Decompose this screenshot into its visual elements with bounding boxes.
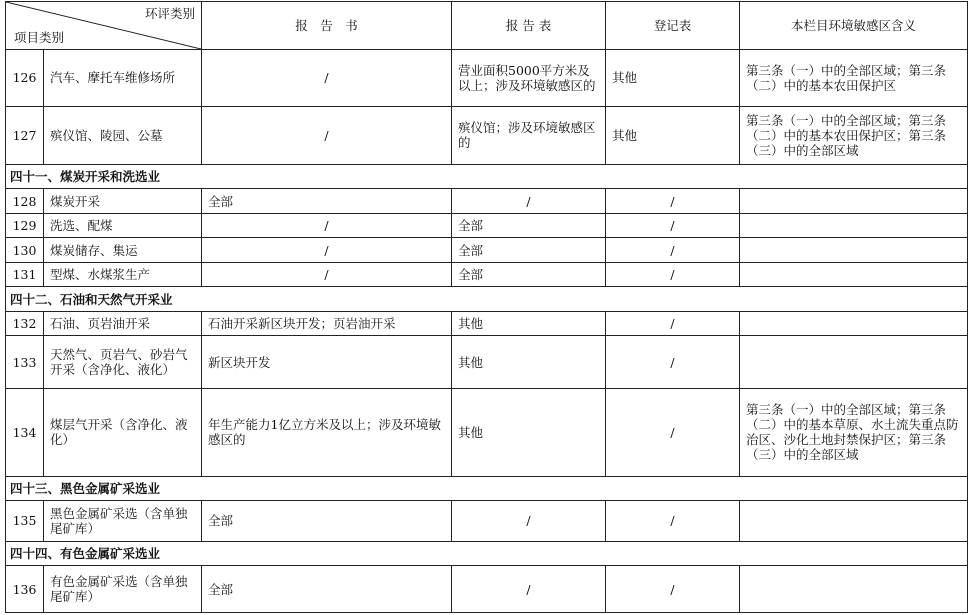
sensitive-area-value: 第三条（一）中的全部区域；第三条（二）中的基本草原、水土流失重点防治区、沙化土地封禁保护区；第三条（三）中的全部区域 — [740, 388, 968, 476]
section-title: 四十一、煤炭开采和洗选业 — [6, 164, 968, 189]
project-name: 煤炭开采 — [44, 189, 202, 214]
report-book-value: 全部 — [202, 501, 452, 541]
registration-value: / — [606, 238, 740, 263]
table-row — [6, 311, 968, 336]
section-row — [6, 541, 968, 566]
row-number: 133 — [6, 336, 44, 388]
table-row — [6, 50, 968, 107]
project-name: 黑色金属矿采选（含单独尾矿库） — [44, 501, 202, 541]
classification-table — [5, 1, 968, 613]
project-name: 煤层气开采（含净化、液化） — [44, 388, 202, 476]
report-book-value: 年生产能力1亿立方米及以上；涉及环境敏感区的 — [202, 388, 452, 476]
section-row — [6, 476, 968, 501]
project-name: 煤炭储存、集运 — [44, 238, 202, 263]
report-book-value: / — [202, 262, 452, 287]
header-row — [6, 2, 968, 50]
table-row — [6, 238, 968, 263]
table-row — [6, 213, 968, 238]
row-number: 134 — [6, 388, 44, 476]
report-book-value: 新区块开发 — [202, 336, 452, 388]
sensitive-area-value: 第三条（一）中的全部区域；第三条（二）中的基本农田保护区 — [740, 50, 968, 107]
table-row — [6, 336, 968, 388]
section-title: 四十四、有色金属矿采选业 — [6, 541, 968, 566]
row-number: 129 — [6, 213, 44, 238]
sensitive-area-value — [740, 189, 968, 214]
report-form-value: / — [452, 189, 606, 214]
table-row — [6, 388, 968, 476]
row-number: 131 — [6, 262, 44, 287]
sensitive-area-value — [740, 566, 968, 613]
table-row — [6, 501, 968, 541]
table-row — [6, 262, 968, 287]
report-form-header: 报 告 表 — [452, 2, 606, 50]
row-number: 136 — [6, 566, 44, 613]
project-name: 天然气、页岩气、砂岩气开采（含净化、液化） — [44, 336, 202, 388]
report-form-value: 营业面积5000平方米及以上；涉及环境敏感区的 — [452, 50, 606, 107]
report-form-value: 其他 — [452, 311, 606, 336]
row-number: 135 — [6, 501, 44, 541]
registration-value: 其他 — [606, 106, 740, 164]
report-form-value: / — [452, 566, 606, 613]
project-name: 有色金属矿采选（含单独尾矿库） — [44, 566, 202, 613]
project-name: 殡仪馆、陵园、公墓 — [44, 106, 202, 164]
sensitive-area-value: 第三条（一）中的全部区域；第三条（二）中的基本农田保护区；第三条（三）中的全部区域 — [740, 106, 968, 164]
sensitive-area-value — [740, 262, 968, 287]
section-row — [6, 287, 968, 312]
registration-header: 登记表 — [606, 2, 740, 50]
sensitive-area-value — [740, 501, 968, 541]
row-number: 128 — [6, 189, 44, 214]
corner-top-label: 环评类别 — [144, 6, 195, 21]
section-title: 四十二、石油和天然气开采业 — [6, 287, 968, 312]
section-row — [6, 164, 968, 189]
registration-value: / — [606, 388, 740, 476]
row-number: 132 — [6, 311, 44, 336]
table-row — [6, 189, 968, 214]
registration-value: 其他 — [606, 50, 740, 107]
report-form-value: 全部 — [452, 238, 606, 263]
report-book-value: / — [202, 50, 452, 107]
project-name: 石油、页岩油开采 — [44, 311, 202, 336]
registration-value: / — [606, 262, 740, 287]
sensitive-area-value — [740, 213, 968, 238]
registration-value: / — [606, 311, 740, 336]
registration-value: / — [606, 566, 740, 613]
report-book-value: 石油开采新区块开发；页岩油开采 — [202, 311, 452, 336]
project-name: 洗选、配煤 — [44, 213, 202, 238]
sensitive-area-value — [740, 238, 968, 263]
registration-value: / — [606, 213, 740, 238]
registration-value: / — [606, 501, 740, 541]
project-name: 汽车、摩托车维修场所 — [44, 50, 202, 107]
registration-value: / — [606, 189, 740, 214]
report-form-value: 全部 — [452, 262, 606, 287]
report-form-value: 全部 — [452, 213, 606, 238]
row-number: 130 — [6, 238, 44, 263]
report-form-value: 殡仪馆；涉及环境敏感区的 — [452, 106, 606, 164]
report-form-value: / — [452, 501, 606, 541]
report-book-header: 报 告 书 — [202, 2, 452, 50]
row-number: 127 — [6, 106, 44, 164]
sensitive-area-value — [740, 311, 968, 336]
corner-bottom-label: 项目类别 — [14, 30, 65, 45]
sensitive-area-value — [740, 336, 968, 388]
report-book-value: 全部 — [202, 566, 452, 613]
section-title: 四十三、黑色金属矿采选业 — [6, 476, 968, 501]
report-book-value: / — [202, 106, 452, 164]
sensitive-area-header: 本栏目环境敏感区含义 — [740, 2, 968, 50]
table-row — [6, 566, 968, 613]
table-row — [6, 106, 968, 164]
report-book-value: / — [202, 238, 452, 263]
report-form-value: 其他 — [452, 336, 606, 388]
row-number: 126 — [6, 50, 44, 107]
registration-value: / — [606, 336, 740, 388]
report-book-value: / — [202, 213, 452, 238]
corner-header-cell — [6, 2, 202, 50]
report-form-value: 其他 — [452, 388, 606, 476]
report-book-value: 全部 — [202, 189, 452, 214]
project-name: 型煤、水煤浆生产 — [44, 262, 202, 287]
